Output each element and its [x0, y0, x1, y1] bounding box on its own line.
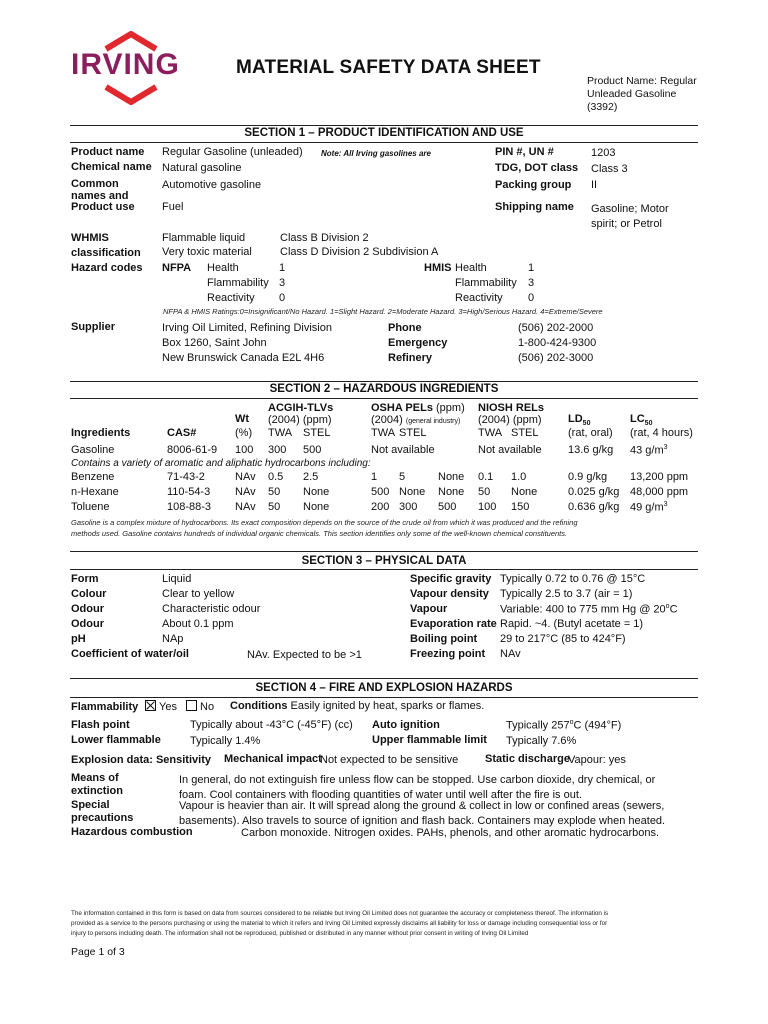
- header-product-name: Product Name: Regular Unleaded Gasoline (3392): [587, 75, 697, 113]
- cell-lc: 48,000 ppm: [630, 486, 689, 498]
- value-er: Rapid. ~4. (Butyl acetate = 1): [500, 618, 644, 630]
- value-means-extinction: In general, do not extinguish fire unless flow can be stopped. Use carbon dioxide, dry chemical, or foam. Cool containers with flooding quantities of water until well after the fire is out.: [179, 774, 656, 801]
- label-common-names: Common names and: [71, 178, 129, 202]
- hmis-react-label: Reactivity: [455, 292, 503, 304]
- label-nfpa: NFPA: [162, 262, 192, 274]
- value-special-precautions: Vapour is heavier than air. It will spread along the ground & collect in low or confined areas (sewers, basements). Also travels to source of ignition and flash back. Containers may explode when heated.: [179, 800, 666, 827]
- value-colour: Clear to yellow: [162, 588, 235, 600]
- cell-ld: 0.9 g/kg: [568, 471, 608, 483]
- cell-o1: 500: [371, 486, 390, 498]
- label-vp: Vapour: [410, 603, 448, 615]
- cell-twa: 50: [268, 486, 281, 498]
- nfpa-health: 1: [279, 262, 286, 274]
- value-ph: NAp: [162, 633, 184, 645]
- cell-stel: None: [303, 486, 330, 498]
- cell-n2: None: [511, 486, 538, 498]
- divider: [70, 125, 698, 126]
- label-ph: pH: [71, 633, 86, 645]
- label-flash-point: Flash point: [71, 719, 130, 731]
- label-mechanical-impact: Mechanical impact: [224, 753, 322, 765]
- cell-o2: None: [399, 486, 426, 498]
- h-osha-stel: STEL: [399, 427, 427, 439]
- h-niosh-twa: TWA: [478, 427, 503, 439]
- label-odour-threshold: Odour: [71, 618, 104, 630]
- nfpa-react-label: Reactivity: [207, 292, 255, 304]
- cell-n1: 100: [478, 501, 497, 513]
- cell-n1: 50: [478, 486, 491, 498]
- h-niosh: NIOSH RELs: [478, 402, 545, 414]
- label-supplier: Supplier: [71, 321, 116, 333]
- value-pin: 1203: [591, 147, 616, 159]
- value-chemical-name: Natural gasoline: [162, 162, 242, 174]
- checkbox-empty-icon: [186, 700, 197, 711]
- label-hazard-codes: Hazard codes: [71, 262, 143, 274]
- h-twa: TWA: [268, 427, 293, 439]
- divider: [70, 142, 698, 143]
- value-auto-ignition: Typically 257$^o$C (494°F): [506, 719, 622, 732]
- divider: [70, 569, 698, 570]
- cell-ld: 0.025 g/kg: [568, 486, 620, 498]
- cell-o3: None: [438, 486, 465, 498]
- h-acgih: ACGIH-TLVs: [268, 402, 334, 414]
- h-niosh-stel: STEL: [511, 427, 539, 439]
- cell-cas: 71-43-2: [167, 471, 205, 483]
- contact-labels: Phone Emergency Refinery: [388, 322, 448, 364]
- label-flammability: Flammability: [71, 701, 139, 713]
- nfpa-flam: 3: [279, 277, 286, 289]
- cell-n2: 150: [511, 501, 530, 513]
- label-means-extinction: Means of extinction: [71, 772, 123, 797]
- contains-note: Contains a variety of aromatic and aliphatic hydrocarbons including:: [71, 458, 371, 469]
- flammability-no: No: [186, 700, 214, 713]
- h-lc-2: (rat, 4 hours): [630, 427, 693, 439]
- label-fp: Freezing point: [410, 648, 486, 660]
- h-pct: (%): [235, 427, 253, 439]
- hmis-health-label: Health: [455, 262, 487, 274]
- label-product-use: Product use: [71, 201, 135, 213]
- label-chemical-name: Chemical name: [71, 161, 152, 173]
- value-packing: II: [591, 179, 598, 191]
- divider: [70, 678, 698, 679]
- label-hmis: HMIS: [424, 262, 452, 274]
- section-3-title: SECTION 3 – PHYSICAL DATA: [301, 555, 467, 567]
- value-odour: Characteristic odour: [162, 603, 261, 615]
- contact-values: (506) 202-2000 1-800-424-9300 (506) 202-3000: [518, 322, 597, 364]
- label-bp: Boiling point: [410, 633, 478, 645]
- section-2-title: SECTION 2 – HAZARDOUS INGREDIENTS: [269, 383, 499, 395]
- cell-wt: NAv: [235, 486, 256, 498]
- divider: [70, 697, 698, 698]
- h-stel: STEL: [303, 427, 331, 439]
- cell-wt: NAv: [235, 501, 256, 513]
- h-cas: CAS#: [167, 427, 197, 439]
- value-lfl: Typically 1.4%: [190, 735, 261, 747]
- label-pin: PIN #, UN #: [495, 146, 554, 158]
- h-lc50: $LC_{50}$: [630, 413, 653, 428]
- value-fp: NAv: [500, 648, 521, 660]
- h-osha-2: (2004) (general industry): [371, 414, 461, 426]
- cell-wt: NAv: [235, 471, 256, 483]
- label-static-discharge: Static discharge: [485, 753, 570, 765]
- cell-twa: 50: [268, 501, 281, 513]
- cell-stel: 2.5: [303, 471, 319, 483]
- page-title: MATERIAL SAFETY DATA SHEET: [236, 57, 541, 78]
- disclaimer: The information contained in this form is based on data from sources considered to be reliable but Irving Oil Limited does not guarantee the accuracy or completeness thereof. The information is provided as a service to the persons purchasing or using the material to which it refers and Irving Oil Limited expressly disclaims all liability for loss or damage including consequential loss or for injury to persons including death. The information shall not be reproduced, published or distributed in any manner without prior consent in writing of Irving Oil Limited: [71, 910, 609, 937]
- cell-o2: 300: [399, 501, 418, 513]
- h-ld-2: (rat, oral): [568, 427, 613, 439]
- label-auto-ignition: Auto ignition: [372, 719, 440, 731]
- section-1-title: SECTION 1 – PRODUCT IDENTIFICATION AND USE: [244, 127, 524, 139]
- value-flash-point: Typically about -43°C (-45°F) (cc): [190, 719, 353, 731]
- cell-o3: None: [438, 471, 465, 483]
- divider: [70, 551, 698, 552]
- cell-twa: 0.5: [268, 471, 284, 483]
- whmis-a-class: Class B Division 2: [280, 232, 369, 244]
- cell-o2: 5: [399, 471, 406, 483]
- value-form: Liquid: [162, 573, 192, 585]
- label-colour: Colour: [71, 588, 107, 600]
- value-vp: Variable: 400 to 775 mm Hg @ 20$^o$C: [500, 603, 678, 616]
- cell-name: Toluene: [71, 501, 110, 513]
- nfpa-react: 0: [279, 292, 286, 304]
- label-odour: Odour: [71, 603, 104, 615]
- cell-lc: 49 $g/m^3$: [630, 501, 668, 514]
- value-product-name: Regular Gasoline (unleaded): [162, 146, 303, 158]
- label-vd: Vapour density: [410, 588, 489, 600]
- cell-o1: 200: [371, 501, 390, 513]
- label-tdg: TDG, DOT class: [495, 162, 579, 174]
- section-2-note: Gasoline is a complex mixture of hydrocarbons. Its exact composition depends on the source of the crude oil from which it was produced and the refining methods used. Gasoline contains hundreds of individual organic chemicals. This section identifies only some of the well-known chemical constituents.: [71, 518, 578, 538]
- section-4-title: SECTION 4 – FIRE AND EXPLOSION HAZARDS: [255, 682, 513, 694]
- value-static-discharge: Vapour: yes: [568, 754, 626, 766]
- nfpa-health-label: Health: [207, 262, 239, 274]
- label-packing: Packing group: [495, 179, 572, 191]
- cell-cas: 110-54-3: [167, 486, 211, 498]
- label-shipping: Shipping name: [495, 201, 574, 213]
- value-vd: Typically 2.5 to 3.7 (air = 1): [500, 588, 633, 600]
- label-product-name: Product name: [71, 146, 145, 158]
- divider: [70, 381, 698, 382]
- label-er: Evaporation rate: [410, 618, 497, 630]
- product-note: Note: All Irving gasolines are: [321, 149, 431, 158]
- value-mechanical-impact: Not expected to be sensitive: [320, 754, 459, 766]
- ratings-note: NFPA & HMIS Ratings:0=Insignificant/No Hazard. 1=Slight Hazard. 2=Moderate Hazard. 3=High/Serious Hazard. 4=Extreme/Severe: [163, 307, 603, 316]
- value-coefficient: NAv. Expected to be >1: [247, 649, 362, 661]
- cell-n1: 0.1: [478, 471, 494, 483]
- h-acgih-2: (2004) (ppm): [268, 414, 332, 426]
- conditions: Conditions Easily ignited by heat, sparks or flames.: [230, 700, 485, 712]
- h-osha: OSHA PELs (ppm): [371, 402, 465, 414]
- h-ld50: $LD_{50}$: [568, 413, 591, 428]
- whmis-b: Very toxic material: [162, 246, 252, 258]
- value-hazardous-combustion: Carbon monoxide. Nitrogen oxides. PAHs, phenols, and other aromatic hydrocarbons.: [241, 827, 660, 839]
- h-osha-twa: TWA: [371, 427, 396, 439]
- label-ufl: Upper flammable limit: [372, 734, 487, 746]
- hmis-health: 1: [528, 262, 535, 274]
- hmis-flam: 3: [528, 277, 535, 289]
- h-ingredients: Ingredients: [71, 427, 131, 439]
- label-coefficient: Coefficient of water/oil: [71, 648, 189, 660]
- label-sg: Specific gravity: [410, 573, 492, 585]
- value-common-names: Automotive gasoline: [162, 179, 262, 191]
- value-shipping: Gasoline; Motor spirit; or Petrol: [591, 203, 669, 230]
- value-ufl: Typically 7.6%: [506, 735, 577, 747]
- label-hazardous-combustion: Hazardous combustion: [71, 826, 193, 838]
- checkbox-checked-icon: [145, 700, 156, 711]
- cell-n2: 1.0: [511, 471, 527, 483]
- page-number: Page 1 of 3: [71, 946, 125, 958]
- cell-lc: 13,200 ppm: [630, 471, 689, 483]
- logo-wordmark: IRVING: [71, 48, 180, 81]
- cell-lc-sup: 3: [663, 501, 668, 508]
- hmis-flam-label: Flammability: [455, 277, 517, 289]
- divider: [70, 398, 698, 399]
- value-supplier: Irving Oil Limited, Refining Division Box 1260, Saint John New Brunswick Canada E2L 4H6: [162, 322, 332, 364]
- cell-ld: 0.636 g/kg: [568, 501, 620, 513]
- value-product-use: Fuel: [162, 201, 184, 213]
- cell-name: Benzene: [71, 471, 115, 483]
- h-wt: Wt: [235, 413, 250, 425]
- flammability-yes: Yes: [145, 700, 177, 713]
- cell-o3: 500: [438, 501, 457, 513]
- hmis-react: 0: [528, 292, 535, 304]
- whmis-b-class: Class D Division 2 Subdivision A: [280, 246, 439, 258]
- cell-o1: 1: [371, 471, 378, 483]
- label-explosion-data: Explosion data: Sensitivity: [71, 754, 211, 766]
- label-whmis: WHMIS classification: [71, 232, 141, 259]
- whmis-a: Flammable liquid: [162, 232, 246, 244]
- cell-stel: None: [303, 501, 330, 513]
- label-special-precautions: Special precautions: [71, 799, 134, 824]
- label-lfl: Lower flammable: [71, 734, 161, 746]
- cell-name: n-Hexane: [71, 486, 119, 498]
- label-form: Form: [71, 573, 99, 585]
- nfpa-flam-label: Flammability: [207, 277, 269, 289]
- value-odour-threshold: About 0.1 ppm: [162, 618, 234, 630]
- value-bp: 29 to 217°C (85 to 424°F): [500, 633, 626, 645]
- cell-cas: 108-88-3: [167, 501, 212, 513]
- value-sg: Typically 0.72 to 0.76 @ 15°C: [500, 573, 646, 585]
- h-niosh-2: (2004) (ppm): [478, 414, 542, 426]
- value-tdg: Class 3: [591, 163, 628, 175]
